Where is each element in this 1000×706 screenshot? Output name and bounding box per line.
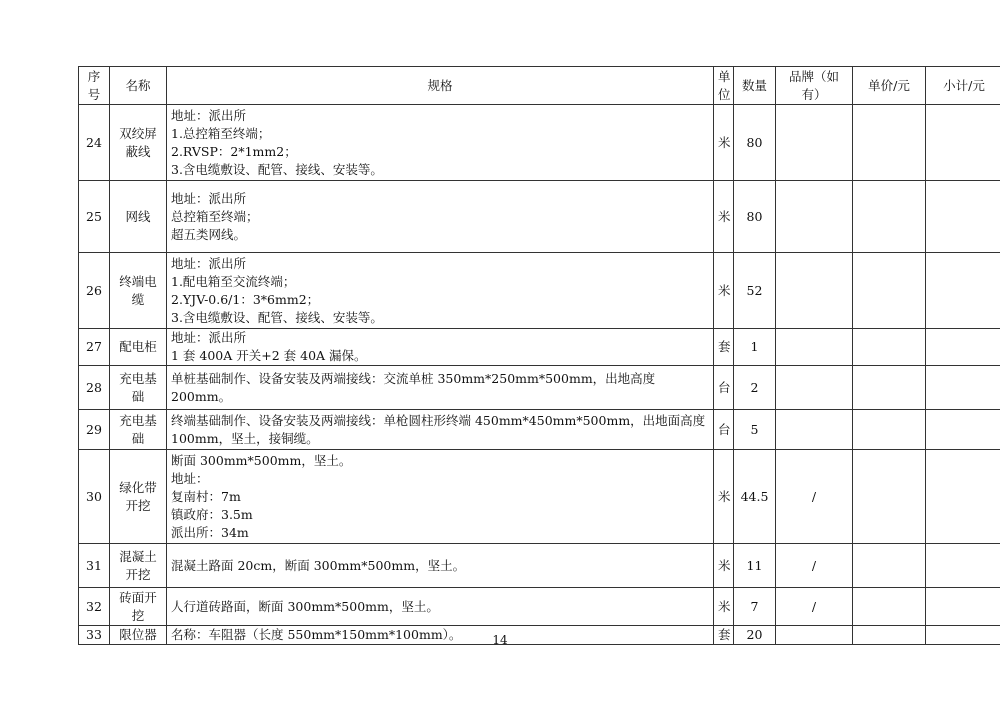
cell-brand: / <box>776 544 853 588</box>
header-name: 名称 <box>110 67 167 105</box>
cell-price <box>853 450 926 544</box>
spec-line: 地址：派出所 <box>171 107 247 123</box>
spec-line: 镇政府：3.5m <box>171 506 253 522</box>
cell-price <box>853 105 926 181</box>
cell-qty: 11 <box>734 544 776 588</box>
cell-name: 终端电缆 <box>110 253 167 329</box>
spec-line: 名称：车阻器（长度 550mm*150mm*100mm）。 <box>171 627 462 642</box>
cell-brand <box>776 253 853 329</box>
header-price: 单价/元 <box>853 67 926 105</box>
cell-qty: 1 <box>734 329 776 366</box>
spec-line: 复南村：7m <box>171 488 241 504</box>
cell-spec <box>167 329 714 366</box>
cell-brand <box>776 181 853 253</box>
cell-name: 限位器 <box>110 626 167 645</box>
cell-unit: 套 <box>714 329 734 366</box>
cell-subtotal <box>926 253 1000 329</box>
cell-price <box>853 544 926 588</box>
table-row <box>79 366 1000 410</box>
spec-line: 1.总控箱至终端； <box>171 125 271 141</box>
cell-name: 网线 <box>110 181 167 253</box>
header-spec: 规格 <box>167 67 714 105</box>
cell-unit: 台 <box>714 410 734 450</box>
cell-no: 26 <box>79 253 110 329</box>
header-row <box>79 67 1000 105</box>
spec-line: 地址：派出所 <box>171 190 247 206</box>
cell-qty: 44.5 <box>734 450 776 544</box>
cell-unit: 米 <box>714 253 734 329</box>
cell-spec <box>167 450 714 544</box>
cell-qty: 2 <box>734 366 776 410</box>
cell-name: 绿化带开挖 <box>110 450 167 544</box>
spec-line: 断面 300mm*500mm，坚土。 <box>171 452 352 468</box>
cell-qty: 52 <box>734 253 776 329</box>
cell-unit: 米 <box>714 181 734 253</box>
table-body <box>79 105 1000 645</box>
table-row <box>79 410 1000 450</box>
header-no: 序号 <box>79 67 110 105</box>
cell-name: 混凝土开挖 <box>110 544 167 588</box>
cell-spec <box>167 105 714 181</box>
spec-line: 地址：派出所 <box>171 330 247 345</box>
header-unit: 单位 <box>714 67 734 105</box>
cell-qty: 80 <box>734 181 776 253</box>
cell-qty: 80 <box>734 105 776 181</box>
cell-brand <box>776 105 853 181</box>
cell-unit: 米 <box>714 588 734 626</box>
cell-spec <box>167 588 714 626</box>
cell-subtotal <box>926 544 1000 588</box>
cell-brand <box>776 329 853 366</box>
cell-spec <box>167 181 714 253</box>
cell-no: 31 <box>79 544 110 588</box>
cell-no: 30 <box>79 450 110 544</box>
cell-subtotal <box>926 329 1000 366</box>
cell-price <box>853 253 926 329</box>
cell-name: 砖面开挖 <box>110 588 167 626</box>
cell-unit: 米 <box>714 544 734 588</box>
table-row <box>79 544 1000 588</box>
cell-spec <box>167 366 714 410</box>
cell-name: 充电基础 <box>110 366 167 410</box>
cell-qty: 20 <box>734 626 776 645</box>
cell-subtotal <box>926 366 1000 410</box>
spec-line: 总控箱至终端； <box>171 208 259 224</box>
cell-subtotal <box>926 410 1000 450</box>
cell-unit: 米 <box>714 105 734 181</box>
cell-no: 24 <box>79 105 110 181</box>
cell-price <box>853 588 926 626</box>
cell-brand <box>776 410 853 450</box>
cell-spec <box>167 410 714 450</box>
cell-unit: 台 <box>714 366 734 410</box>
cell-brand: / <box>776 588 853 626</box>
table-row <box>79 253 1000 329</box>
cell-brand: / <box>776 450 853 544</box>
spec-line: 1.配电箱至交流终端； <box>171 273 296 289</box>
table-row <box>79 329 1000 366</box>
spec-line: 2.YJV-0.6/1：3*6mm2； <box>171 291 320 307</box>
cell-no: 28 <box>79 366 110 410</box>
cell-no: 33 <box>79 626 110 645</box>
spec-line: 混凝土路面 20cm，断面 300mm*500mm，坚土。 <box>171 557 466 573</box>
spec-line: 单桩基础制作、设备安装及两端接线：交流单桩 350mm*250mm*500mm，出地高度 200mm。 <box>171 370 656 404</box>
spec-line: 3.含电缆敷设、配管、接线、安装等。 <box>171 161 383 177</box>
cell-price <box>853 366 926 410</box>
cell-price <box>853 410 926 450</box>
page-number: 14 <box>492 633 508 647</box>
spec-line: 地址： <box>171 470 209 486</box>
spec-line: 3.含电缆敷设、配管、接线、安装等。 <box>171 309 383 325</box>
spec-line: 2.RVSP：2*1mm2； <box>171 143 297 159</box>
cell-qty: 5 <box>734 410 776 450</box>
cell-brand <box>776 366 853 410</box>
cell-spec <box>167 253 714 329</box>
header-subtotal: 小计/元 <box>926 67 1000 105</box>
cell-unit: 套 <box>714 626 734 645</box>
cell-unit: 米 <box>714 450 734 544</box>
spec-line: 终端基础制作、设备安装及两端接线：单枪圆柱形终端 450mm*450mm*500mm，出地面高度 100mm，坚土，接铜缆。 <box>171 412 706 446</box>
cell-no: 25 <box>79 181 110 253</box>
cell-price <box>853 329 926 366</box>
cell-subtotal <box>926 588 1000 626</box>
spec-line: 超五类网线。 <box>171 226 247 242</box>
cell-subtotal <box>926 181 1000 253</box>
spec-line: 人行道砖路面，断面 300mm*500mm，坚土。 <box>171 598 439 614</box>
cell-name: 双绞屏蔽线 <box>110 105 167 181</box>
header-qty: 数量 <box>734 67 776 105</box>
cell-price <box>853 181 926 253</box>
cell-name: 配电柜 <box>110 329 167 366</box>
header-brand: 品牌（如有） <box>776 67 853 105</box>
cell-no: 27 <box>79 329 110 366</box>
cell-subtotal <box>926 450 1000 544</box>
table-row <box>79 588 1000 626</box>
cell-spec <box>167 544 714 588</box>
spec-line: 1 套 400A 开关+2 套 40A 漏保。 <box>171 348 367 363</box>
cell-name: 充电基础 <box>110 410 167 450</box>
cell-no: 32 <box>79 588 110 626</box>
spec-line: 地址：派出所 <box>171 255 247 271</box>
spec-line: 派出所：34m <box>171 524 249 540</box>
cell-subtotal <box>926 105 1000 181</box>
cell-qty: 7 <box>734 588 776 626</box>
cell-no: 29 <box>79 410 110 450</box>
bill-of-quantities-table <box>78 66 1000 645</box>
table-row <box>79 105 1000 181</box>
table-row <box>79 181 1000 253</box>
table-row <box>79 450 1000 544</box>
